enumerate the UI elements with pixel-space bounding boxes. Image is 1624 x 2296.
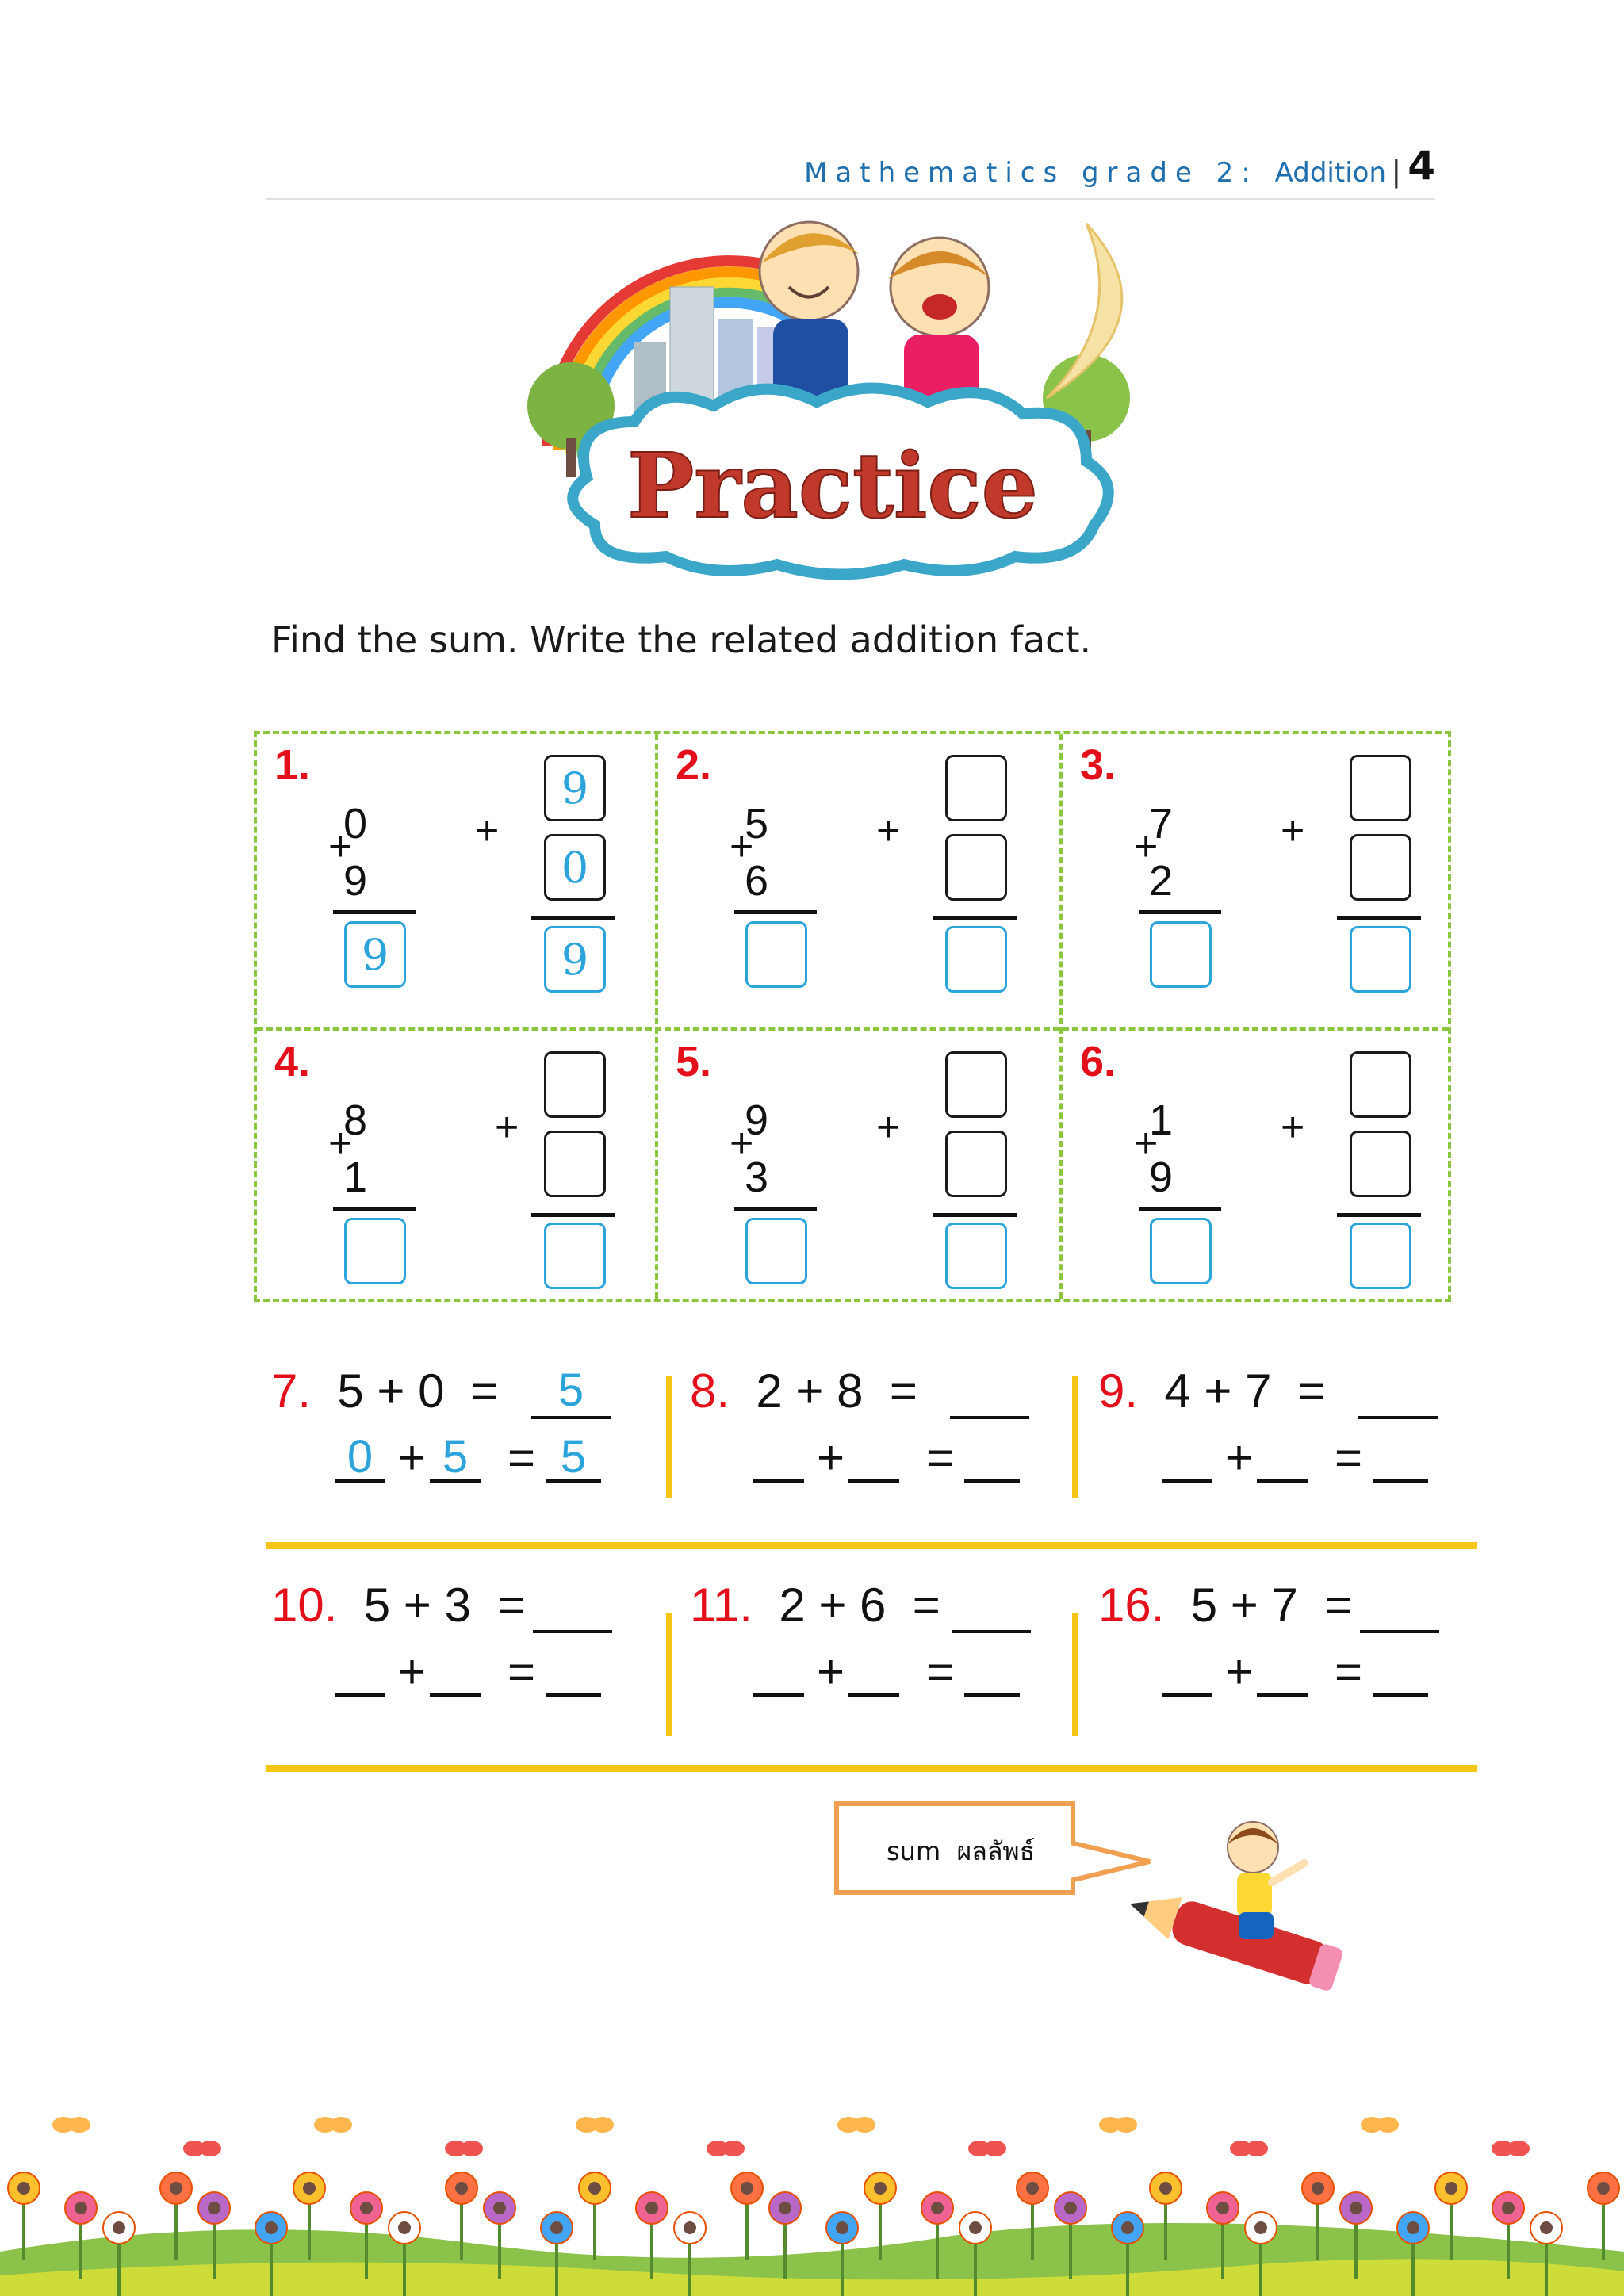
answer-line <box>1360 1630 1439 1633</box>
plus-sign: + <box>730 824 754 870</box>
banner-title: Practice <box>627 434 1038 538</box>
line-problem-equation <box>690 1578 940 1632</box>
column-separator <box>1072 1376 1078 1498</box>
butterfly <box>837 2117 875 2133</box>
plus-sign: + <box>328 1120 353 1166</box>
problem-number: 3. <box>1080 741 1116 789</box>
plus-sign: + <box>730 1120 754 1166</box>
glossary-text <box>887 1831 1035 1872</box>
flower <box>1588 2172 1619 2260</box>
fact-plus-sign: + <box>1281 808 1305 854</box>
addend-bottom: 3 <box>744 1154 769 1201</box>
butterfly <box>1230 2141 1268 2156</box>
line-problem-equation <box>690 1364 917 1418</box>
fact-blank-a <box>753 1693 804 1697</box>
butterfly <box>1099 2117 1137 2133</box>
equals-sign: = <box>1297 1364 1326 1418</box>
fact-blank-sum <box>1373 1693 1428 1697</box>
fact-blank-sum <box>964 1693 1020 1697</box>
fact-blank-a <box>753 1479 804 1483</box>
addend-bottom: 6 <box>744 857 769 905</box>
fact-blank-a <box>335 1693 385 1697</box>
addend-bottom: 2 <box>1148 857 1174 905</box>
page-number: 4 <box>1408 143 1435 189</box>
problem-number: 6. <box>1080 1038 1116 1085</box>
addend-bottom: 1 <box>343 1154 368 1201</box>
column-separator <box>666 1376 672 1498</box>
row-separator <box>266 1765 1477 1772</box>
fact-equals-sign: = <box>926 1645 955 1698</box>
line-problem-equation <box>271 1364 499 1418</box>
row-separator <box>266 1542 1477 1549</box>
glossary-translation: ผลลัพธ์ <box>956 1836 1036 1866</box>
header-subject: Mathematics grade 2: Addition <box>804 157 1386 189</box>
equals-sign: = <box>912 1578 940 1632</box>
answer-line <box>533 1630 612 1633</box>
addend-top: 8 <box>343 1096 368 1144</box>
fact-equals-sign: = <box>1335 1645 1363 1698</box>
fact-blank-sum <box>1373 1479 1428 1483</box>
fact-plus-sign: + <box>817 1431 845 1484</box>
line-problem-equation <box>1098 1364 1326 1418</box>
butterfly <box>183 2141 221 2156</box>
line-problem-equation <box>271 1578 525 1632</box>
fact-plus-sign: + <box>1281 1104 1305 1150</box>
sum-answer-box[interactable]: 9 <box>344 921 406 988</box>
instructions: Find the sum. Write the related addition fact. <box>271 618 1092 661</box>
equals-sign: = <box>889 1364 917 1418</box>
equals-sign: = <box>470 1364 499 1418</box>
fact-blank-a <box>1162 1479 1212 1483</box>
equals-sign: = <box>497 1578 526 1632</box>
butterfly <box>576 2117 614 2133</box>
fact-blank-b <box>848 1479 899 1483</box>
fact-plus-sign: + <box>1225 1645 1254 1698</box>
fact-value-sum[interactable]: 5 <box>560 1431 587 1483</box>
fact-plus-sign: + <box>475 808 500 854</box>
addend-bottom: 9 <box>343 857 368 905</box>
fact-blank-b <box>430 1693 481 1697</box>
problem-number: 16. <box>1098 1578 1165 1632</box>
problem-expression: 2 + 6 <box>779 1578 887 1632</box>
addend-top: 0 <box>343 800 368 848</box>
fact-blank-a <box>1162 1693 1212 1697</box>
addend-top: 7 <box>1148 800 1174 848</box>
fact-equals-sign: = <box>508 1645 536 1698</box>
butterfly <box>445 2141 483 2156</box>
fact-equals-sign: = <box>926 1431 955 1484</box>
fact-blank-b <box>848 1693 899 1697</box>
flower-border-footer <box>0 2093 1624 2296</box>
fact-value-a[interactable]: 0 <box>347 1431 373 1483</box>
butterfly <box>1492 2141 1530 2156</box>
addend-top: 9 <box>744 1096 769 1144</box>
line-problem-equation <box>1098 1578 1352 1632</box>
problem-number: 11. <box>690 1578 753 1632</box>
fact-blank-b <box>1257 1693 1308 1697</box>
problem-number: 9. <box>1098 1364 1139 1418</box>
fact-plus-sign: + <box>398 1645 427 1698</box>
addend-top: 1 <box>1148 1096 1174 1144</box>
plus-sign: + <box>1134 1120 1159 1166</box>
problem-number: 2. <box>676 741 712 789</box>
problem-expression: 5 + 0 <box>337 1364 445 1418</box>
problem-number: 10. <box>271 1578 338 1632</box>
butterfly <box>52 2117 90 2133</box>
fact-plus-sign: + <box>876 1104 901 1150</box>
problem-number: 4. <box>274 1038 311 1085</box>
problem-expression: 5 + 7 <box>1190 1578 1298 1632</box>
fact-blank-sum <box>546 1693 601 1697</box>
addend-top: 5 <box>744 800 769 848</box>
problem-expression: 2 + 8 <box>756 1364 864 1418</box>
plus-sign: + <box>328 824 353 870</box>
fact-equals-sign: = <box>508 1431 536 1484</box>
header-topic: Addition <box>1274 157 1386 189</box>
fact-sum-box[interactable]: 9 <box>544 926 606 993</box>
butterfly <box>707 2141 745 2156</box>
problem-number: 7. <box>271 1364 312 1418</box>
fact-top-box[interactable]: 9 <box>544 755 606 821</box>
fact-plus-sign: + <box>1225 1431 1254 1484</box>
glossary-term: sum <box>887 1836 941 1866</box>
butterfly <box>314 2117 352 2133</box>
addend-bottom: 9 <box>1148 1154 1174 1201</box>
butterfly <box>1361 2117 1399 2133</box>
problem-number: 8. <box>690 1364 730 1418</box>
fact-blank-b <box>1257 1479 1308 1483</box>
butterfly <box>968 2141 1006 2156</box>
glossary-callout <box>834 1801 1075 1895</box>
problem-number: 1. <box>274 741 311 789</box>
fact-equals-sign: = <box>1335 1431 1363 1484</box>
fact-value-b[interactable]: 5 <box>442 1431 469 1483</box>
column-separator <box>1072 1613 1078 1736</box>
problem-number: 5. <box>676 1038 712 1085</box>
equals-sign: = <box>1324 1578 1353 1632</box>
column-separator <box>666 1613 672 1736</box>
answer-line <box>1358 1416 1438 1419</box>
fact-blank-sum <box>964 1479 1020 1483</box>
plus-sign: + <box>1134 824 1159 870</box>
boy-on-pencil-illustration <box>1126 1816 1364 2006</box>
fact-plus-sign: + <box>495 1104 519 1150</box>
answer-line <box>950 1416 1029 1419</box>
flower <box>731 2172 763 2260</box>
answer-line <box>952 1630 1031 1633</box>
fact-plus-sign: + <box>398 1431 427 1484</box>
header-separator: | <box>1392 154 1400 189</box>
fact-plus-sign: + <box>817 1645 845 1698</box>
fact-plus-sign: + <box>876 808 901 854</box>
problem-expression: 4 + 7 <box>1164 1364 1272 1418</box>
problem-expression: 5 + 3 <box>363 1578 471 1632</box>
answer-value[interactable]: 5 <box>557 1364 584 1416</box>
fact-bottom-box[interactable]: 0 <box>544 834 606 901</box>
flower <box>579 2172 611 2260</box>
